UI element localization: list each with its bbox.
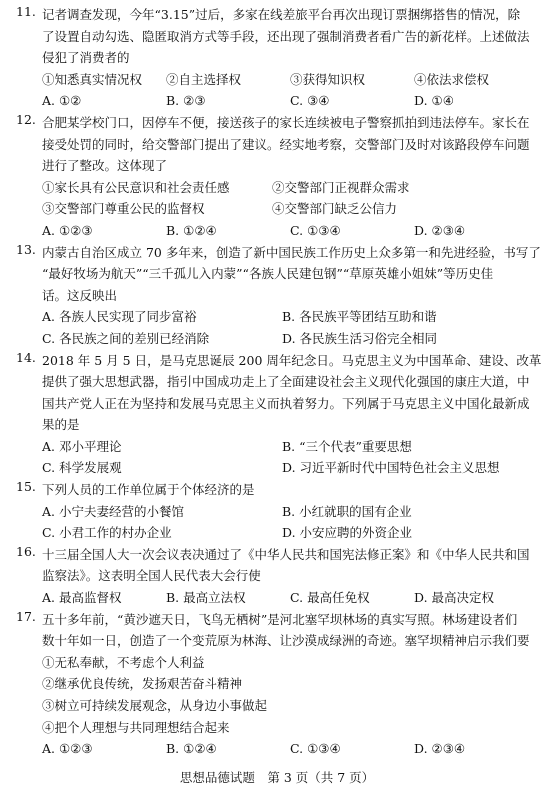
option-a: A. 小宁夫妻经营的小餐馆 [42, 503, 184, 519]
statement: ①家长具有公民意识和社会责任感 [42, 179, 230, 195]
option-b: B. 最高立法权 [166, 590, 246, 606]
question-number: 12. [16, 111, 36, 127]
option-a: A. 最高监督权 [42, 590, 122, 606]
question-text: 接受处罚的同时，给交警部门提出了建议。经实地考察，交警部门及时对该路段停车问题 [42, 136, 530, 152]
option-b: B. ①②④ [166, 222, 217, 238]
option-b: B. 小红就职的国有企业 [282, 503, 412, 519]
question-number: 13. [16, 241, 36, 257]
question-text: 进行了整改。这体现了 [42, 158, 168, 174]
option-c: C. 最高任免权 [290, 590, 370, 606]
question-11 [16, 4, 538, 112]
option-c: C. 各民族之间的差别已经消除 [42, 330, 210, 346]
option-a: A. ①②③ [42, 741, 93, 757]
question-text: 了设置自动勾选、隐匿取消方式等手段，还出现了强制消费者看广告的新花样。上述做法 [42, 28, 530, 44]
option-d: D. 小安应聘的外资企业 [282, 525, 413, 541]
question-12 [16, 112, 538, 242]
question-text: 话。这反映出 [42, 287, 118, 303]
statement: ③交警部门尊重公民的监督权 [42, 201, 205, 217]
question-15 [16, 479, 538, 544]
statement: ④把个人理想与共同理想结合起来 [42, 719, 230, 735]
question-text: 提供了强大思想武器，指引中国成功走上了全面建设社会主义现代化强国的康庄大道，中 [42, 374, 530, 390]
question-text: 国共产党人正在为坚持和发展马克思主义而执着努力。下列属于马克思主义中国化最新成 [42, 395, 530, 411]
statement: ③树立可持续发展观念，从身边小事做起 [42, 698, 268, 713]
question-text: 果的是 [42, 417, 80, 433]
question-text: 下列人员的工作单位属于个体经济的是 [42, 482, 255, 498]
statement: ①无私奉献，不考虑个人利益 [42, 654, 205, 670]
question-text: 数十年如一日，创造了一个变荒原为林海、让沙漠成绿洲的奇迹。塞罕坝精神启示我们要 [42, 633, 530, 649]
question-text: 侵犯了消费者的 [42, 50, 130, 66]
option-c: C. 科学发展观 [42, 460, 122, 476]
option-d: D. ②③④ [414, 741, 466, 757]
question-text: 十三届全国人大一次会议表决通过了《中华人民共和国宪法修正案》和《中华人民共和国 [42, 546, 530, 562]
question-17 [16, 609, 538, 760]
page-footer: 思想品德试题 第 3 页（共 7 页） [179, 770, 375, 785]
option-d: D. ②③④ [414, 222, 466, 238]
question-number: 14. [16, 349, 36, 365]
question-number: 11. [16, 4, 36, 19]
option-c: C. ③④ [290, 93, 330, 109]
question-number: 17. [16, 608, 36, 624]
option-a: A. ①②③ [42, 222, 93, 238]
statement: ④依法求偿权 [414, 71, 490, 87]
statement: ②交警部门正视群众需求 [272, 179, 410, 195]
option-c: C. ①③④ [290, 741, 341, 757]
question-text: 2018 年 5 月 5 日，是马克思诞辰 200 周年纪念日。马克思主义为中国革命、建设、改革 [42, 352, 542, 368]
option-b: B. ②③ [166, 93, 206, 109]
option-b: B. ①②④ [166, 741, 217, 757]
question-number: 16. [16, 543, 36, 559]
question-number: 15. [16, 479, 36, 495]
option-d: D. 最高决定权 [414, 590, 495, 606]
statement: ③获得知识权 [290, 71, 366, 87]
statement: ①知悉真实情况权 [42, 71, 143, 87]
option-c: C. 小君工作的村办企业 [42, 525, 172, 541]
statement: ④交警部门缺乏公信力 [272, 201, 398, 217]
option-d: D. 各民族生活习俗完全相同 [282, 330, 438, 346]
question-text: 记者调查发现，今年“3.15”过后，多家在线差旅平台再次出现订票捆绑搭售的情况，除 [42, 7, 521, 22]
option-d: D. ①④ [414, 93, 454, 109]
question-text: 监察法》。这表明全国人民代表大会行使 [42, 568, 261, 584]
question-text: 五十多年前，“黄沙遮天日，飞鸟无栖树”是河北塞罕坝林场的真实写照。林场建设者们 [42, 611, 518, 627]
question-text: 内蒙古自治区成立 70 多年来，创造了新中国民族工作历史上众多第一和先进经验，书写了 [42, 244, 541, 260]
question-text: 合肥某学校门口，因停车不便，接送孩子的家长连续被电子警察抓拍到违法停车。家长在 [42, 114, 530, 130]
statement: ②继承优良传统，发扬艰苦奋斗精神 [42, 676, 243, 692]
question-14 [16, 349, 542, 480]
option-a: A. 各族人民实现了同步富裕 [42, 309, 197, 325]
option-a: A. ①② [42, 93, 82, 109]
question-text: “最好牧场为航天”“三千孤儿入内蒙”“各族人民建包钢”“草原英雄小姐妹”等历史佳 [42, 266, 494, 282]
option-b: B. 各民族平等团结互助和谐 [282, 309, 437, 325]
question-16 [16, 544, 538, 609]
option-c: C. ①③④ [290, 222, 341, 238]
question-13 [16, 241, 541, 350]
option-b: B. “三个代表”重要思想 [282, 438, 412, 454]
option-a: A. 邓小平理论 [42, 438, 122, 454]
statement: ②自主选择权 [166, 71, 242, 87]
option-d: D. 习近平新时代中国特色社会主义思想 [282, 460, 500, 476]
